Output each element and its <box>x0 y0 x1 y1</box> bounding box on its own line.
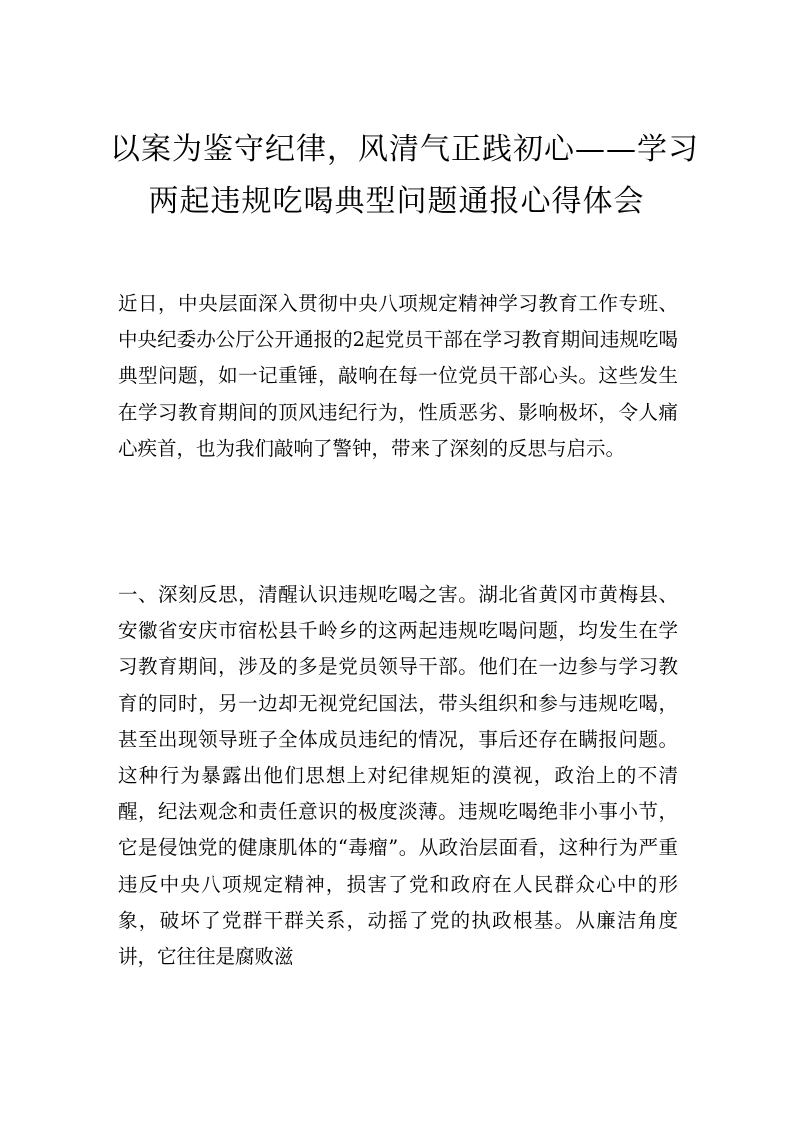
paragraph-section-1: 一、深刻反思，清醒认识违规吃喝之害。湖北省黄冈市黄梅县、安徽省安庆市宿松县千岭乡的这两起违规吃喝问题，均发生在学习教育期间，涉及的多是党员领导干部。他们在一边参与学习教育的同时，另一边却无视党纪国法，带头组织和参与违规吃喝，甚至出现领导班子全体成员违纪的情况，事后还存在瞒报问题。这种行为暴露出他们思想上对纪律规矩的漠视，政治上的不清醒，纪法观念和责任意识的极度淡薄。违规吃喝绝非小事小节，它是侵蚀党的健康肌体的“毒瘤”。从政治层面看，这种行为严重违反中央八项规定精神，损害了党和政府在人民群众心中的形象，破坏了党群干群关系，动摇了党的执政根基。从廉洁角度讲，它往往是腐败滋 <box>118 583 678 969</box>
document-title <box>110 124 699 228</box>
title-line-1: 以案为鉴守纪律，风清气正践初心——学习 <box>110 132 699 167</box>
title-line-2: 两起违规吃喝典型问题通报心得体会 <box>148 184 645 219</box>
paragraph-intro: 近日，中央层面深入贯彻中央八项规定精神学习教育工作专班、中央纪委办公厅公开通报的2起党员干部在学习教育期间违规吃喝典型问题，如一记重锤，敲响在每一位党员干部心头。这些发生在学习教育期间的顶风违纪行为，性质恶劣、影响极坏，令人痛心疾首，也为我们敲响了警钟，带来了深刻的反思与启示。 <box>118 292 678 460</box>
